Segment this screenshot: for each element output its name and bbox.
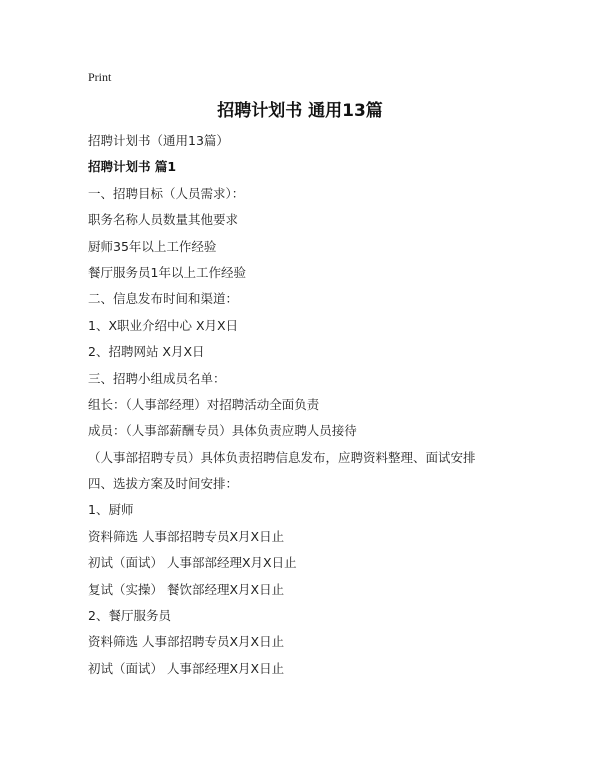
text-line: 资料筛选 人事部招聘专员X月X日止 [88,528,285,544]
text-line: 厨师35年以上工作经验 [88,238,217,254]
text-line: 一、招聘目标（人员需求）： [88,185,245,201]
text-line: 初试（面试） 人事部经理X月X日止 [88,660,285,676]
text-line: （人事部招聘专员）具体负责招聘信息发布，应聘资料整理、面试安排 [88,449,476,465]
text-line: 四、选拔方案及时间安排： [88,476,239,492]
text-line: 组长：（人事部经理）对招聘活动全面负责 [88,396,320,412]
text-line: 复试（实操） 餐饮部经理X月X日止 [88,581,285,597]
text-line: 初试（面试） 人事部部经理X月X日止 [88,555,297,571]
document-body [88,132,568,686]
print-label[interactable]: Print [88,70,112,84]
section-heading: 招聘计划书 篇1 [88,159,177,175]
text-line: 招聘计划书（通用13篇） [88,133,229,148]
text-line: 1、X职业介绍中心 X月X日 [88,317,239,333]
text-line: 1、厨师 [88,502,134,518]
text-line: 三、招聘小组成员名单： [88,370,226,386]
text-line: 2、餐厅服务员 [88,608,171,624]
text-line: 成员：（人事部薪酬专员）具体负责应聘人员接待 [88,423,357,439]
text-line: 2、招聘网站 X月X日 [88,344,205,360]
text-line: 二、信息发布时间和渠道： [88,291,239,307]
document-title: 招聘计划书 通用13篇 [217,101,383,121]
text-line: 职务名称人员数量其他要求 [88,212,239,228]
text-line: 资料筛选 人事部招聘专员X月X日止 [88,634,285,650]
text-line: 餐厅服务员1年以上工作经验 [88,264,246,280]
